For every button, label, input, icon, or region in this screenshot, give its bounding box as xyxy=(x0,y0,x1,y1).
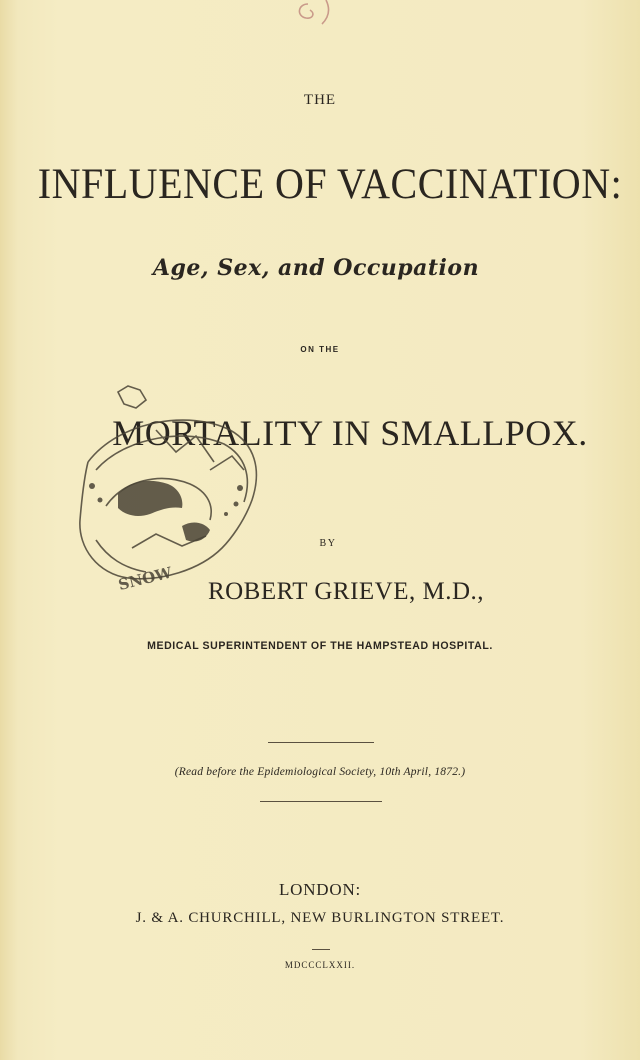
pencil-mark-icon xyxy=(286,0,346,28)
publication-date: MDCCCLXXII. xyxy=(284,960,356,970)
author-name: ROBERT GRIEVE, M.D., xyxy=(207,578,485,605)
subtitle: Age, Sex, and Occupation xyxy=(152,255,480,281)
author-position: MEDICAL SUPERINTENDENT OF THE HAMPSTEAD HOSPITAL. xyxy=(147,640,493,652)
mortality-title: MORTALITY IN SMALLPOX. xyxy=(112,413,588,453)
publisher: J. & A. CHURCHILL, NEW BURLINGTON STREET. xyxy=(135,910,505,926)
main-title: INFLUENCE OF VACCINATION: xyxy=(37,159,623,208)
on-the-label: ON THE xyxy=(300,345,340,354)
divider-bottom xyxy=(260,801,382,802)
publication-place: LONDON: xyxy=(278,880,362,899)
divider-top xyxy=(268,742,374,743)
by-label: BY xyxy=(319,538,337,549)
article-word: THE xyxy=(303,92,337,108)
divider-small xyxy=(312,949,330,950)
reading-note: (Read before the Epidemiological Society, 10th April, 1872.) xyxy=(174,766,466,778)
stamp-text: SNOW xyxy=(116,563,174,595)
